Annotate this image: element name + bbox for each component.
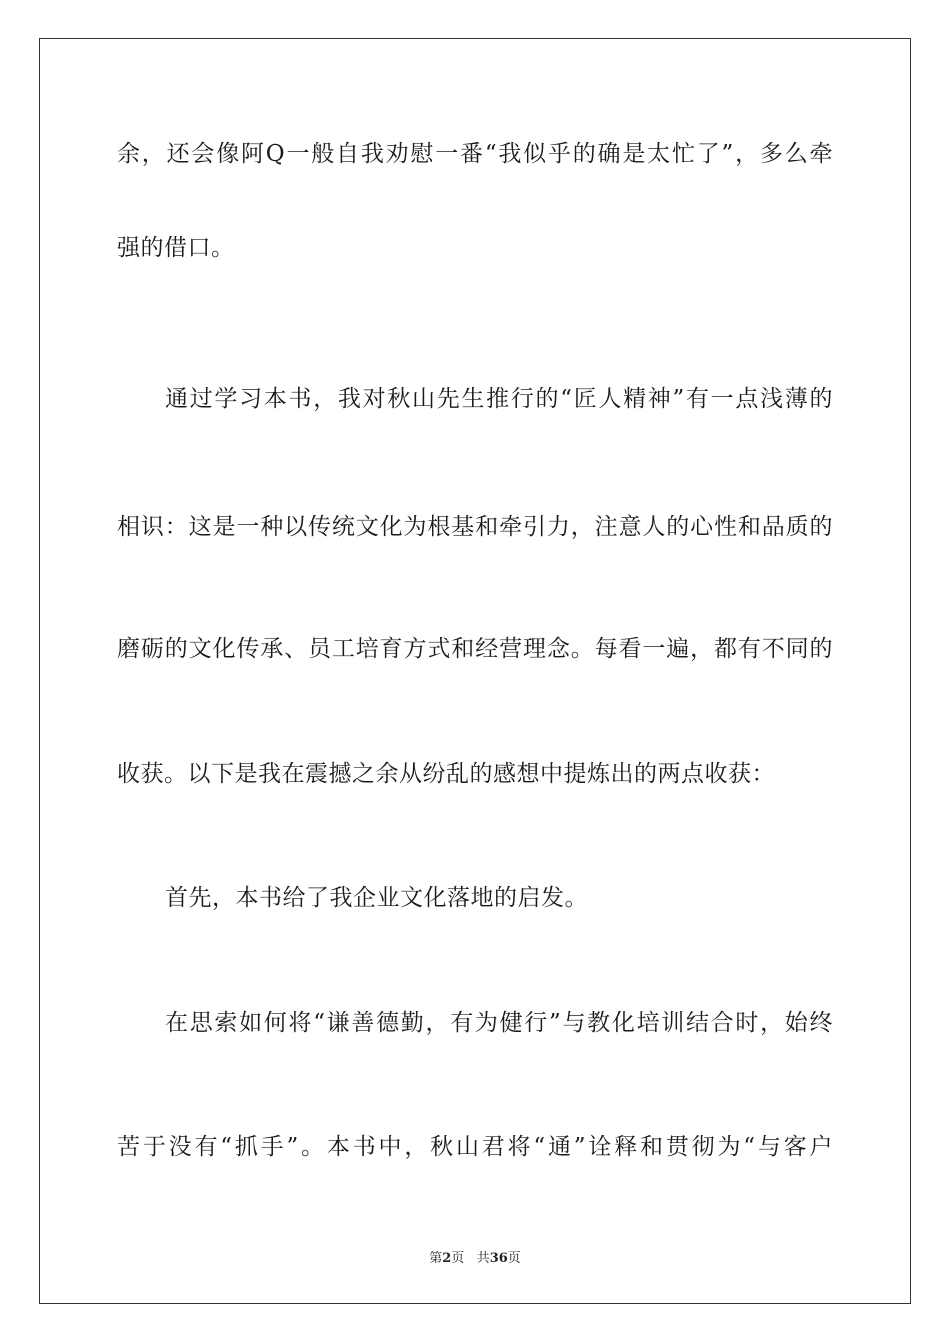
footer-total-suffix: 页 — [507, 1251, 521, 1266]
text-line-8: 在思索如何将“谦善德勤，有为健行”与教化培训结合时，始终 — [165, 1010, 833, 1036]
text-line-1: 余，还会像阿Q一般自我劝慰一番“我似乎的确是太忙了”，多么牵 — [117, 141, 833, 167]
text-line-7: 首先，本书给了我企业文化落地的启发。 — [165, 885, 588, 911]
text-line-5: 磨砺的文化传承、员工培育方式和经营理念。每看一遍，都有不同的 — [117, 636, 833, 662]
footer-total-pages: 36 — [489, 1251, 508, 1266]
footer-page-number: 2 — [442, 1251, 452, 1266]
page-footer — [0, 1247, 950, 1266]
footer-page-prefix: 第 — [429, 1251, 443, 1266]
text-line-2: 强的借口。 — [117, 235, 235, 261]
footer-total-prefix: 共 — [476, 1251, 490, 1266]
page-border — [39, 38, 911, 1304]
text-line-6: 收获。以下是我在震撼之余从纷乱的感想中提炼出的两点收获： — [117, 761, 775, 787]
text-line-4: 相识：这是一种以传统文化为根基和牵引力，注意人的心性和品质的 — [117, 514, 833, 540]
text-line-9: 苦于没有“抓手”。本书中，秋山君将“通”诠释和贯彻为“与客户 — [117, 1134, 833, 1160]
text-line-3: 通过学习本书，我对秋山先生推行的“匠人精神”有一点浅薄的 — [165, 386, 833, 412]
footer-page-suffix: 页 — [451, 1251, 465, 1266]
